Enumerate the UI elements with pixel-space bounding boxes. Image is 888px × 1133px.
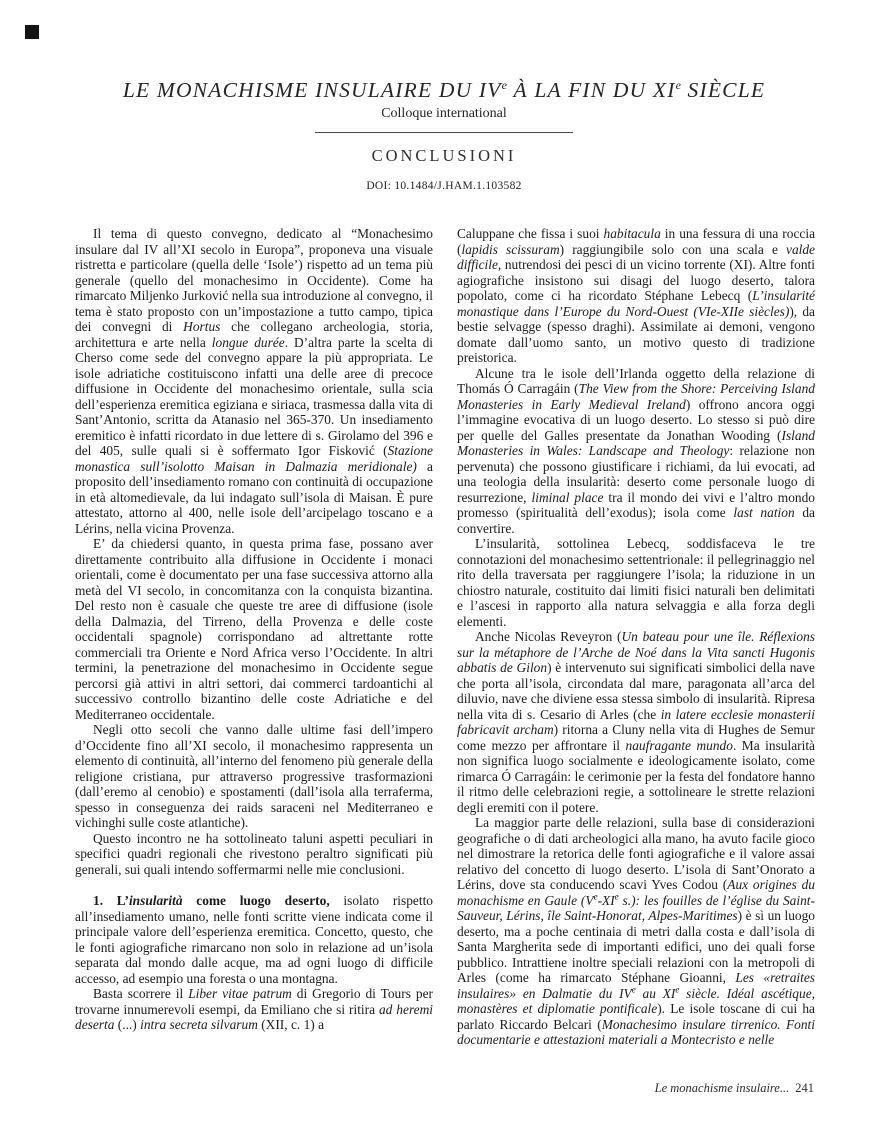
paragraph — [75, 831, 433, 878]
text-segment: Negli otto secoli che vanno dalle ultime fasi dell’impero d’Occidente fino all’XI secolo, il monachesimo rappresenta un elemento di continuità, all’interno del fenomeno più generale della religione cristiana, pur attraverso progressive trasformazioni (dall’eremo al cenobio) e spostamenti (dall’isola alla terraferma, spesso in conseguenza dei raids saraceni nel Mediterraneo e vichinghi sulle coste atlantiche). — [75, 722, 433, 830]
text-segment: au XI — [635, 985, 676, 1001]
text-segment: longue durée — [211, 334, 285, 350]
text-segment: valde difficile — [457, 241, 815, 272]
paragraph — [457, 226, 815, 366]
corner-registration-mark — [25, 25, 39, 39]
left-column — [75, 226, 433, 1048]
text-segment: da convertire. — [457, 505, 815, 536]
running-title: Le monachisme insulaire... — [654, 1081, 790, 1095]
text-segment: Questo incontro ne ha sottolineato taluni aspetti peculiari in specifici quadri regionali che rivestono peraltro significati più generali, sui quali intendo soffermarmi nelle mie conclusioni. — [75, 830, 433, 877]
paragraph — [75, 536, 433, 722]
page-number: 241 — [795, 1081, 814, 1095]
text-segment: e — [631, 984, 636, 995]
text-segment: liminal place — [531, 489, 604, 505]
text-segment: a proposito dell’insediamento romano con continuità di occupazione in età altomedievale, da lui indagato sull’isola di Maisan. È pure attestato, attorno al 400, nelle isole dell’arcipelago toscano e a Lérins, nella vicina Provenza. — [75, 458, 433, 536]
paragraph — [75, 893, 433, 986]
text-segment: isolato rispetto all’insediamento umano, nelle fonti scritte viene indicata come il principale valore dell’esperienza eremitica. Concetto, questo, che le fonti agiografiche rimarcano non solo in relazione ad un’isola separata dal mondo dalle acque, ma ad ogni luogo di difficile accesso, ad esempio una foresta o una montagna. — [75, 893, 433, 986]
text-segment: insularità — [128, 893, 183, 908]
body-text — [75, 226, 815, 1048]
text-segment: Alcune tra le isole dell’Irlanda oggetto della relazione di Thomás Ó Carragáin ( — [457, 365, 815, 396]
text-segment: Anche Nicolas Reveyron ( — [475, 629, 622, 644]
section-title: CONCLUSIONI — [371, 146, 517, 166]
paragraph — [457, 629, 815, 815]
text-segment: ) ritorna a Cluny nella vita di Hughes de Semur come mezzo per affrontare il — [457, 722, 816, 753]
paragraph — [75, 722, 433, 831]
text-segment: che collegano archeologia, storia, architettura e arte nella — [75, 319, 433, 350]
text-segment: habitacula — [603, 226, 661, 241]
text-segment: naufragante mundo — [625, 737, 733, 753]
text-segment: L’insularité monastique dans l’Europe du Nord-Ouest (VIe-XIIe siècles) — [457, 288, 815, 319]
text-segment: e — [501, 78, 507, 92]
text-segment: e — [675, 984, 680, 995]
text-segment: (...) — [114, 1017, 141, 1032]
header-divider — [315, 132, 573, 133]
text-segment: (XII, c. 1) a — [257, 1017, 325, 1032]
text-segment: . Ma insularità non significa luogo socialmente e ideologicamente isolato, come rimarca Ó Carragáin: le cerimonie per la festa del fondatore hanno il ritmo delle celebrazioni regie, a sottolineare le strette relazioni degli eremiti con il potere. — [457, 737, 815, 815]
text-segment: ) offrono ancora oggi l’immagine evocativa di un luogo deserto. Lo stesso si può dire per quelle del Galles presentate da Jonathan Wooding ( — [457, 396, 816, 443]
text-segment: ) è sì un luogo deserto, ma a poche centinaia di metri dalla costa e dall’isola di Santa Margherita sede di importanti edifici, uno dei quali forse pubblico. Intrattiene inoltre speciali relazioni con la metropoli di Arles (come ha rimarcato Stéphane Gioanni, — [457, 908, 815, 985]
text-segment: -XI — [597, 892, 615, 908]
text-segment: e — [675, 78, 681, 92]
page-title — [74, 72, 814, 103]
paragraph — [75, 226, 433, 536]
text-segment: La maggior parte delle relazioni, sulla base di considerazioni geografiche o di dati archeologici alla mano, ha avuto facile gioco nel dimostrare la retorica delle fonti agiografiche e il valore assai relativo del concetto di luogo deserto. L’isola di Sant’Onorato a Lérins, dove sta conducendo scavi Yves Codou ( — [457, 815, 815, 892]
text-segment: s.): les fouilles de l’église du Saint-Sauveur, Lérins, île Saint-Honorat, Alpes-Maritimes — [457, 892, 815, 923]
paragraph — [457, 815, 815, 1048]
text-segment: last nation — [733, 505, 795, 520]
text-segment: LE MONACHISME INSULAIRE DU IV — [122, 78, 502, 103]
text-segment: Caluppane che fissa i suoi — [457, 226, 604, 241]
text-segment: . D’altra parte la scelta di Cherso come sede del convegno appare la più appropriata. Le isole adriatiche costituiscono infatti una delle aree di precoce diffusione in Occidente del monachesimo orientale, sulla scia dell’esperienza eremitica egiziana e siriaca, trasmessa dalla vita di Sant’Antonio, scritta da Atanasio nel 365-370. Un insediamento eremitico è infatti ricordato in due lettere di s. Girolamo del 396 e del 405, sulle quali si è soffermato Igor Fisković ( — [75, 334, 434, 458]
text-segment: come luogo deserto, — [182, 893, 330, 908]
text-segment: in una fessura di una roccia ( — [457, 226, 816, 257]
right-column — [457, 226, 815, 1048]
paragraph — [75, 986, 433, 1033]
text-segment: siècle. Idéal ascétique, monastères et diplomatie pontificale — [457, 985, 815, 1016]
paragraph — [457, 366, 815, 537]
text-segment: Un bateau pour une île. Réflexions sur la métaphore de l’Arche de Noé dans la Vita sancti Hugonis abbatis de Gilon — [457, 629, 815, 675]
text-segment: ad heremi deserta — [75, 1001, 433, 1032]
text-segment: in latere ecclesie monasterii fabricavit archam — [457, 706, 816, 737]
text-segment: ), da bestie selvagge (spesso draghi). Assimilate ai demoni, vengono domate dall’uomo santo, un motivo questo di tradizione preistorica. — [457, 303, 815, 365]
text-segment: Hortus — [183, 319, 221, 334]
text-segment: tra il mondo dei vivi e l’altro mondo promesso (spiritualità dell’exodus); isola come — [457, 489, 816, 520]
text-segment: E’ da chiedersi quanto, in questa prima fase, possano aver direttamente contribuito alla diffusione in Occidente i monaci orientali, come è documentato per una fase successiva attorno alla metà del VI secolo, in concomitanza con la conquista bizantina. Del resto non è casuale che queste tre aree di diffusione (isole della Dalmazia, del Tirreno, della Provenza e delle coste occidentali spagnole) corrispondano ad altrettante rotte commerciali tra Oriente e Nord Africa verso l’Occidente. In altri termini, la penetrazione del monachesimo in Occidente segue percorsi già attivi in altri settori, dai commerci tardoantichi al successivo controllo bizantino delle coste Adriatiche e del Mediterraneo occidentale. — [75, 536, 433, 722]
doi-label: DOI: 10.1484/J.HAM.1.103582 — [366, 180, 522, 193]
paragraph — [457, 536, 815, 629]
text-segment: lapidis scissuram — [461, 241, 560, 257]
page-header — [74, 72, 814, 192]
text-segment: Il tema di questo convegno, dedicato al “Monachesimo insulare dal IV all’XI secolo in Europa”, proponeva una visuale ristretta e particolare (quella delle ‘Isole’) rispetto ad un tema più generale (quello del monachesimo in Occidente). Come ha rimarcato Miljenko Jurković nella sua introduzione al convegno, il tema è stato proposto con un’impostazione a tutto campo, tipica dei convegni di — [75, 226, 433, 334]
text-segment: di Gregorio di Tours per trovarne innumerevoli esempi, da Emiliano che si ritira — [75, 986, 433, 1017]
text-segment: ) raggiungibile solo con una scala e — [559, 241, 786, 257]
text-segment: Liber vitae patrum — [188, 986, 292, 1001]
text-segment: Basta scorrere il — [93, 986, 189, 1001]
text-segment: e — [593, 891, 598, 902]
text-segment: À LA FIN DU XI — [506, 78, 676, 103]
text-segment: Aux origines du monachisme en Gaule (V — [457, 877, 816, 908]
text-segment: Les «retraites insulaires» en Dalmatie du IV — [457, 970, 815, 1001]
text-segment: 1. L’ — [93, 893, 129, 908]
text-segment: Monachesimo insulare tirrenico. Fonti documentarie e attestazioni materiali a Montecristo e nelle — [457, 1016, 815, 1047]
text-segment: Stazione monastica sull’isolotto Maisan in Dalmazia meridionale) — [75, 443, 433, 474]
text-segment: , nutrendosi dei pesci di un vicino torrente (XI). Altre fonti agiografiche insistono sui disagi del luogo deserto, talora popolato, come ci ha ricordato Stéphane Lebecq ( — [457, 257, 815, 303]
subtitle: Colloque international — [381, 106, 507, 122]
text-segment: : relazione non pervenuta) che possono giustificare i richiami, da lui evocati, ad una teologia della insularità: deserto come personale luogo di resurrezione, — [457, 443, 815, 505]
text-segment: e — [614, 891, 619, 902]
text-segment: SIÈCLE — [680, 78, 766, 103]
text-segment: ) è intervenuto sui significati simbolici della nave che porta all’isola, circondata dal mare, paragonata all’arca del diluvio, nave che diviene essa stessa simbolo di insularità. Ripresa nella vita di s. Cesario di Arles (che — [457, 660, 815, 722]
text-segment: Island Monasteries in Wales: Landscape and Theology — [457, 427, 815, 458]
running-footer — [655, 1081, 814, 1096]
text-segment: intra secreta silvarum — [140, 1017, 258, 1032]
text-segment: The View from the Shore: Perceiving Island Monasteries in Early Medieval Ireland — [457, 381, 815, 412]
text-segment: L’insularità, sottolinea Lebecq, soddisfaceva le tre connotazioni del monachesimo settentrionale: il pellegrinaggio nel rito della traversata per raggiungere l’isola; la riduzione in un chiostro naturale, costituito dai limiti fisici naturali ben delimitati e l’ascesi in rapporto alla natura selvaggia e alla forza degli elementi. — [457, 536, 815, 629]
text-segment: ). Le isole toscane di cui ha parlato Riccardo Belcari ( — [457, 1001, 815, 1032]
